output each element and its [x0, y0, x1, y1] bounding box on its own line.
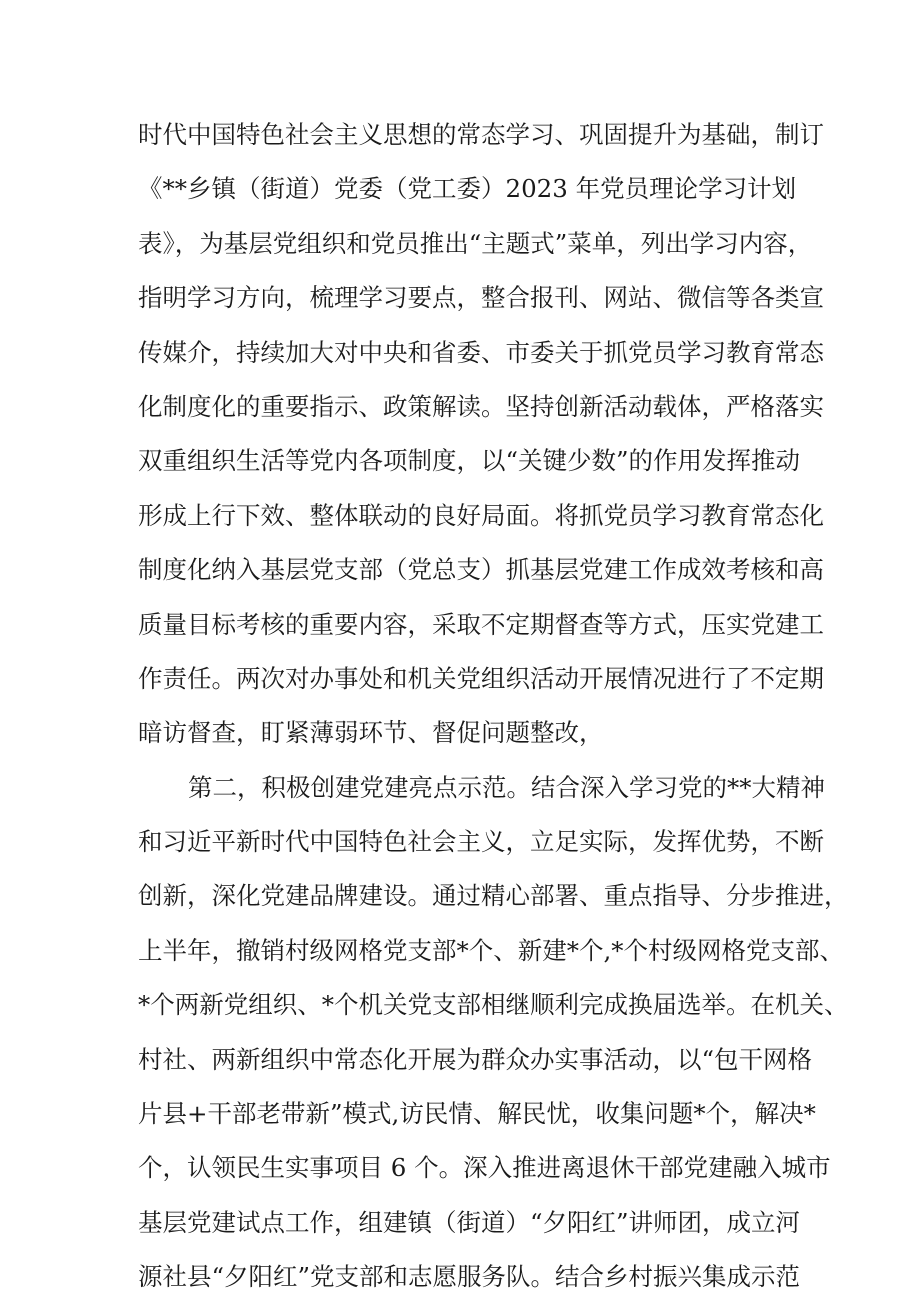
text-line: 制度化纳入基层党支部（党总支）抓基层党建工作成效考核和高	[138, 555, 824, 585]
text-line: *个两新党组织、*个机关党支部相继顺利完成换届选举。在机关、	[138, 990, 849, 1020]
text-line: 传媒介，持续加大对中央和省委、市委关于抓党员学习教育常态	[138, 337, 824, 367]
text-line: 个，认领民生实事项目 6 个。深入推进离退休干部党建融入城市	[138, 1153, 831, 1183]
text-line: 作责任。两次对办事处和机关党组织活动开展情况进行了不定期	[138, 663, 824, 693]
text-line: 创新，深化党建品牌建设。通过精心部署、重点指导、分步推进，	[138, 881, 849, 911]
document-body	[138, 108, 849, 1305]
text-line: 双重组织生活等党内各项制度，以“关键少数”的作用发挥推动	[138, 446, 801, 476]
text-line: 村社、两新组织中常态化开展为群众办实事活动，以“包干网格	[138, 1044, 813, 1074]
text-line: 第二，积极创建党建亮点示范。结合深入学习党的**大精神	[188, 772, 825, 802]
text-line: 和习近平新时代中国特色社会主义，立足实际，发挥优势，不断	[138, 827, 824, 857]
text-line: 表》，为基层党组织和党员推出“主题式”菜单，列出学习内容，	[138, 228, 813, 258]
paragraph-1	[138, 108, 824, 761]
text-line: 质量目标考核的重要内容，采取不定期督查等方式，压实党建工	[138, 609, 824, 639]
text-line: 源社县“夕阳红”党支部和志愿服务队。结合乡村振兴集成示范	[138, 1262, 801, 1292]
text-line: 形成上行下效、整体联动的良好局面。将抓党员学习教育常态化	[138, 500, 824, 530]
text-line: 时代中国特色社会主义思想的常态学习、巩固提升为基础，制订	[138, 120, 824, 149]
text-line: 《**乡镇（街道）党委（党工委）2023 年党员理论学习计划	[138, 174, 797, 204]
text-line: 化制度化的重要指示、政策解读。坚持创新活动载体，严格落实	[138, 391, 824, 421]
text-line: 片县+干部老带新”模式,访民情、解民忧，收集问题*个，解决*	[138, 1099, 816, 1129]
paragraph-2	[138, 761, 849, 1305]
text-line: 暗访督查，盯紧薄弱环节、督促问题整改，	[138, 718, 604, 748]
text-line: 基层党建试点工作，组建镇（街道）“夕阳红”讲师团，成立河	[138, 1207, 801, 1237]
text-line: 指明学习方向，梳理学习要点，整合报刊、网站、微信等各类宣	[138, 283, 824, 313]
text-line: 上半年，撤销村级网格党支部*个、新建*个,*个村级网格党支部、	[138, 935, 845, 965]
